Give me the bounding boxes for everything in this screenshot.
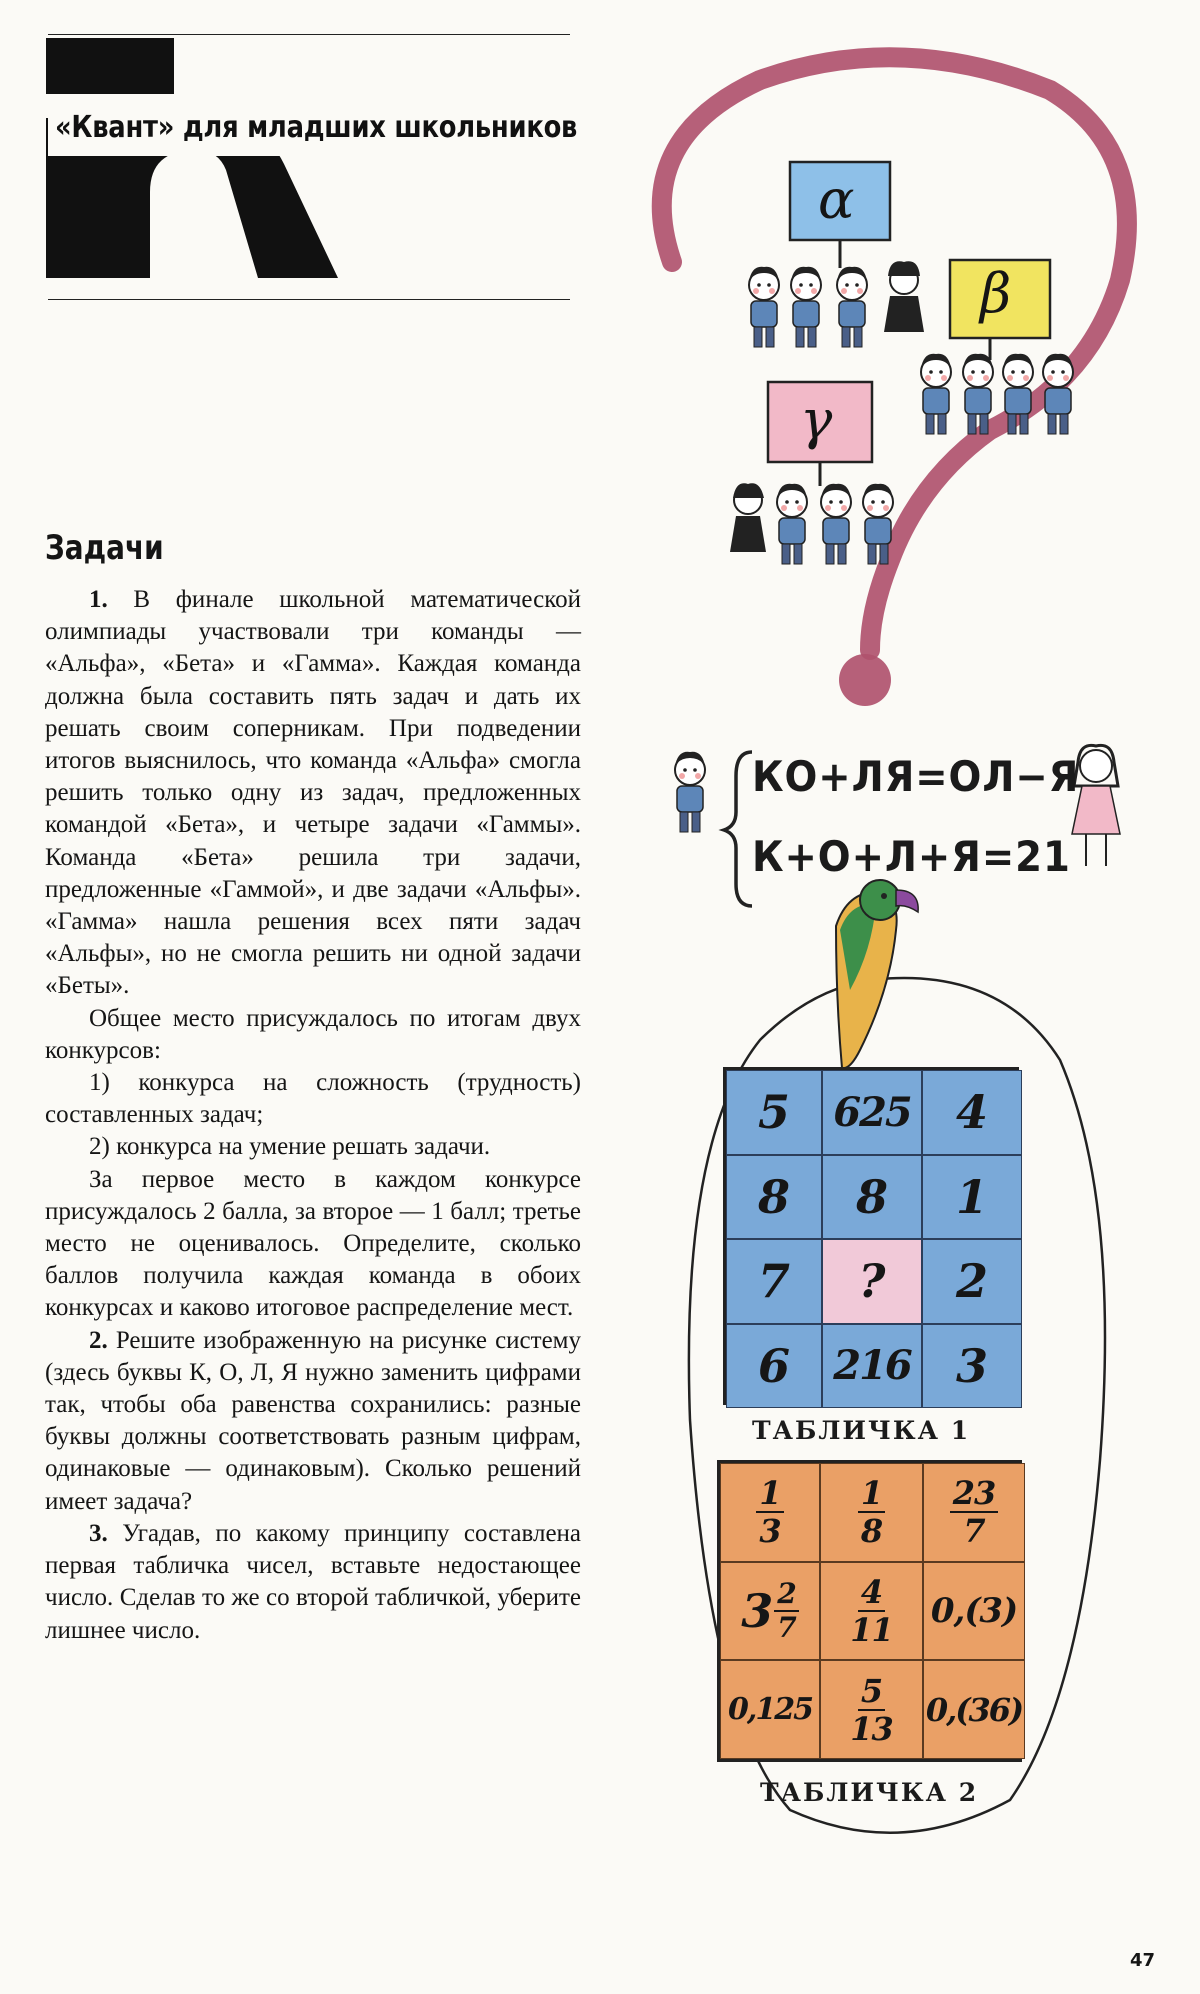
numerator: 23 bbox=[950, 1477, 999, 1513]
numerator: 1 bbox=[756, 1477, 783, 1513]
table2-cell bbox=[720, 1562, 820, 1661]
table2-cell bbox=[820, 1562, 923, 1661]
table2-cell: 0,(3) bbox=[923, 1562, 1025, 1661]
denominator: 13 bbox=[850, 1709, 893, 1748]
section-title: Задачи bbox=[45, 528, 164, 568]
problem-1-item-2: 2) конкурса на умение решать задачи. bbox=[89, 1133, 491, 1161]
problem-number: 1. bbox=[89, 586, 108, 613]
team-gamma-label: γ bbox=[800, 388, 833, 451]
table2-cell bbox=[923, 1463, 1025, 1562]
problem-1-item-1: 1) конкурса на сложность (трудность) составленных задач; bbox=[45, 1069, 581, 1129]
parrot-icon bbox=[836, 880, 918, 1068]
denominator: 7 bbox=[963, 1512, 985, 1551]
table1-unknown-cell: ? bbox=[822, 1239, 922, 1324]
question-mark-icon bbox=[662, 57, 1127, 650]
denominator: 11 bbox=[850, 1610, 893, 1649]
table1-cell: 7 bbox=[726, 1239, 822, 1324]
table1-cell: 625 bbox=[822, 1070, 922, 1155]
table1-cell: 216 bbox=[822, 1324, 922, 1409]
problem-number: 3. bbox=[89, 1519, 108, 1547]
number-table-1 bbox=[723, 1067, 1019, 1405]
table1-cell: 6 bbox=[726, 1324, 822, 1409]
numerator: 4 bbox=[858, 1576, 885, 1612]
table2-cell bbox=[720, 1463, 820, 1562]
problem-1-paragraph-3: За первое место в каждом конкурсе присуждалось 2 балла, за второе — 1 балл; третье место не оценивалось. Определите, сколько баллов получила каждая команда в обоих конкурсах и каково итоговое распределение мест. bbox=[45, 1165, 581, 1322]
problem-1-text: В финале школьной математической олимпиады участвовали три команды — «Альфа», «Бета» и «Гамма». Каждая команда должна была составить пять задач и дать их решать своим соперникам. При подведении итогов выяснилось, что команда «Альфа» смогла решить только одну из задач, предложенных командой «Бета», и четыре задачи «Гаммы». Команда «Бета» решила три задачи, предложенные «Гаммой», и две задачи «Альфы». «Гамма» нашла решения всех пяти задач «Альфы», но не смогла решить ни одной задачи «Беты». bbox=[45, 586, 581, 1000]
denominator: 7 bbox=[777, 1610, 796, 1644]
number-table-2 bbox=[717, 1460, 1022, 1762]
table2-cell: 0,125 bbox=[720, 1660, 820, 1759]
table2-cell bbox=[820, 1660, 923, 1759]
numerator: 5 bbox=[858, 1675, 885, 1711]
denominator: 8 bbox=[860, 1512, 883, 1551]
equation-2: К+О+Л+Я=21 bbox=[752, 832, 1071, 881]
table1-cell: 2 bbox=[922, 1239, 1022, 1324]
table1-cell: 3 bbox=[922, 1324, 1022, 1409]
equation-1: КО+ЛЯ=ОЛ−Я bbox=[752, 752, 1080, 801]
table1-cell: 5 bbox=[726, 1070, 822, 1155]
table1-cell: 4 bbox=[922, 1070, 1022, 1155]
problem-number: 2. bbox=[89, 1326, 108, 1354]
table2-caption: ТАБЛИЧКА 2 bbox=[760, 1778, 979, 1807]
numerator: 2 bbox=[774, 1580, 798, 1612]
table1-cell: 8 bbox=[726, 1155, 822, 1240]
rubric-title: «Квант» для младших школьников bbox=[55, 110, 578, 145]
page-number: 47 bbox=[1130, 1950, 1156, 1971]
denominator: 3 bbox=[759, 1512, 781, 1551]
problem-1-paragraph-2: Общее место присуждалось по итогам двух конкурсов: bbox=[45, 1004, 581, 1064]
problem-3-text: Угадав, по какому принципу составлена первая табличка чисел, вставьте недостающее число. Сделав то же со второй табличкой, уберите лишнее число. bbox=[45, 1519, 582, 1644]
table1-cell: 1 bbox=[922, 1155, 1022, 1240]
problem-2-text: Решите изображенную на рисунке систему (здесь буквы К, О, Л, Я нужно заменить цифрами так, чтобы оба равенства сохранились: разные буквы должны соответствовать разным цифрам, одинаковые — одинаковым). Сколько решений имеет задача? bbox=[45, 1326, 581, 1515]
table2-cell bbox=[820, 1463, 923, 1562]
table1-cell: 8 bbox=[822, 1155, 922, 1240]
table2-cell: 0,(36) bbox=[923, 1660, 1025, 1759]
whole-part: 3 bbox=[741, 1583, 773, 1638]
table1-caption: ТАБЛИЧКА 1 bbox=[752, 1416, 971, 1445]
team-beta-label: β bbox=[980, 262, 1012, 325]
team-alpha-label: α bbox=[818, 168, 855, 231]
numerator: 1 bbox=[858, 1477, 885, 1513]
